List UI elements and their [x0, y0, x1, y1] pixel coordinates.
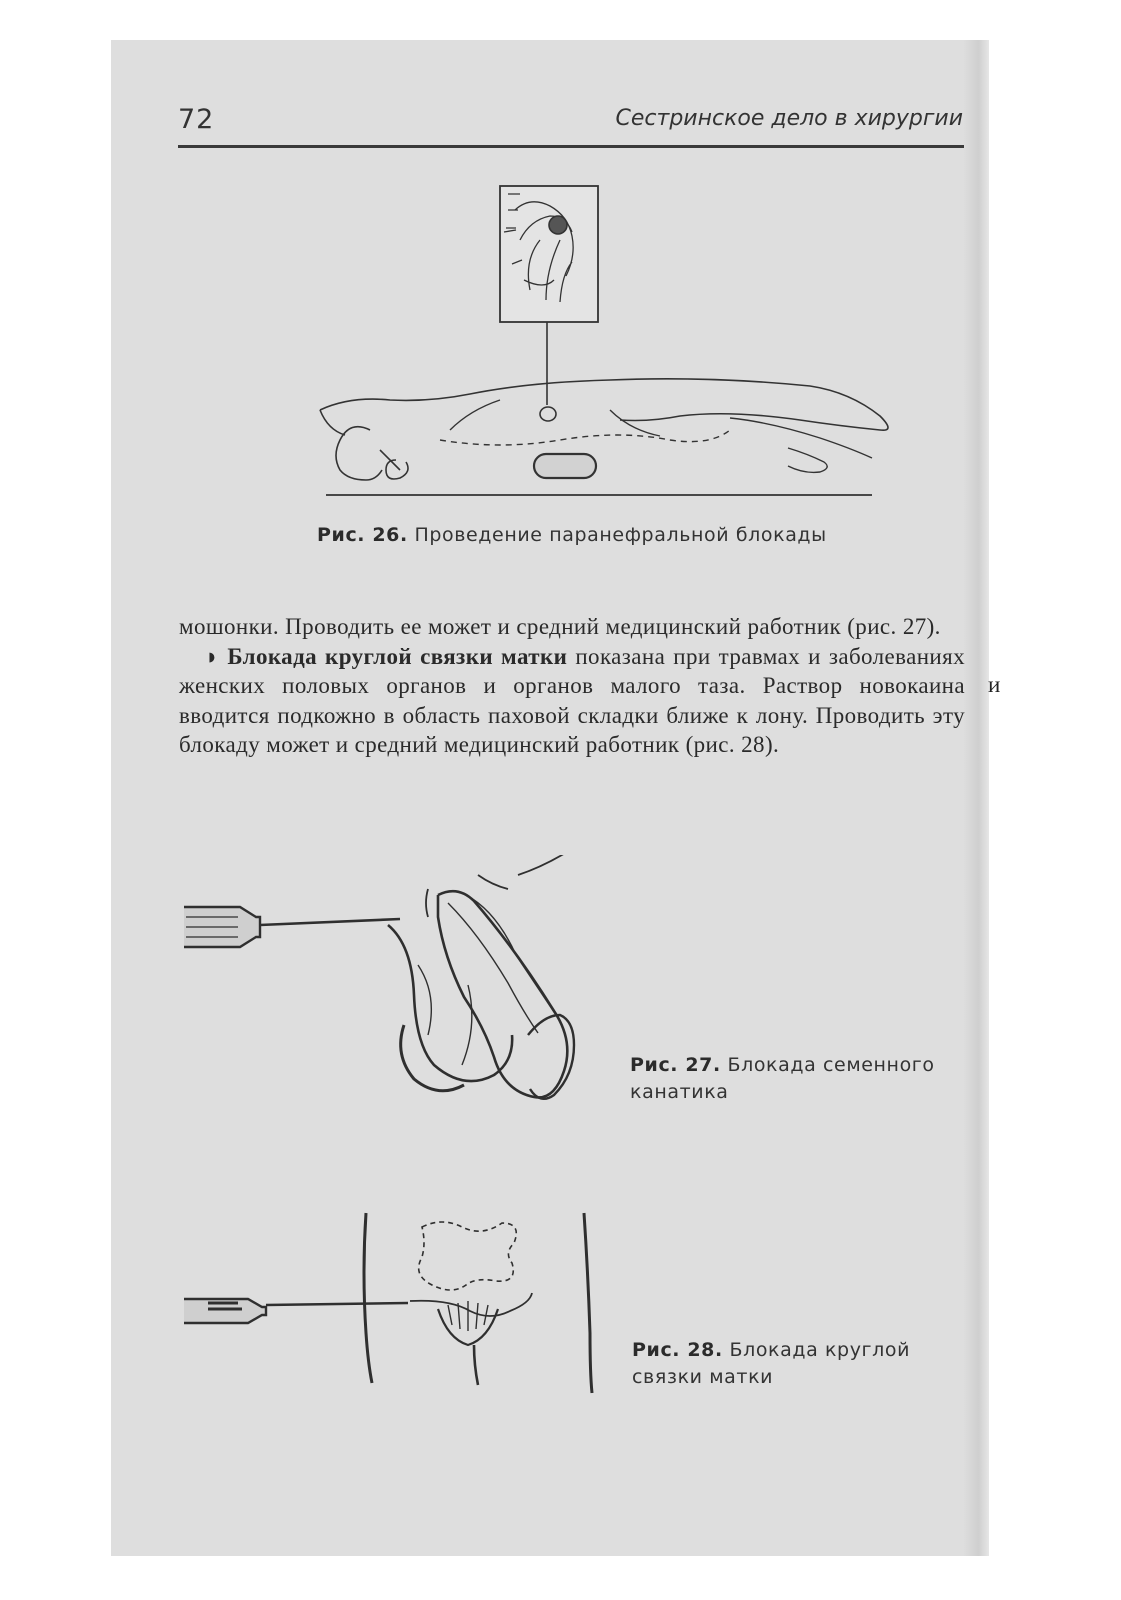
figure-26-label: Рис. 26. [317, 524, 408, 546]
figure-26-illustration [310, 180, 890, 510]
figure-27-caption [630, 1052, 950, 1106]
paragraph-1: мошонки. Проводить ее может и средний медицинский работник (рис. 27). [179, 614, 941, 639]
figure-27-caption-text: Блокада семенного канатика [630, 1054, 935, 1103]
running-title: Сестринское дело в хирургии [615, 106, 963, 131]
figure-28-illustration [178, 1205, 608, 1395]
figure-26-caption [317, 522, 827, 549]
figure-28-caption [632, 1337, 952, 1391]
bullet-marker: ◗ [205, 643, 220, 669]
header-rule [178, 145, 964, 148]
figure-27-label: Рис. 27. [630, 1054, 721, 1076]
figure-28-label: Рис. 28. [632, 1339, 723, 1361]
body-text [179, 612, 965, 760]
figure-28-caption-text: Блокада круглой связки матки [632, 1339, 911, 1388]
stray-letter: и [988, 672, 1001, 697]
paragraph-2 [179, 642, 965, 760]
page-number: 72 [178, 104, 215, 135]
paragraph-2-text: показана при травмах и заболеваниях женских половых органов и органов малого таза. Раствор новокаина вводится подкожно в область паховой складки ближе к лону. Проводить эту блокаду может и средний медицинский работник (рис. 28). [179, 643, 965, 757]
figure-27-illustration [178, 855, 598, 1115]
paragraph-2-term: Блокада круглой связки матки [227, 643, 568, 669]
page-binding-shadow [963, 40, 989, 1556]
figure-26-caption-text: Проведение паранефральной блокады [414, 524, 827, 546]
